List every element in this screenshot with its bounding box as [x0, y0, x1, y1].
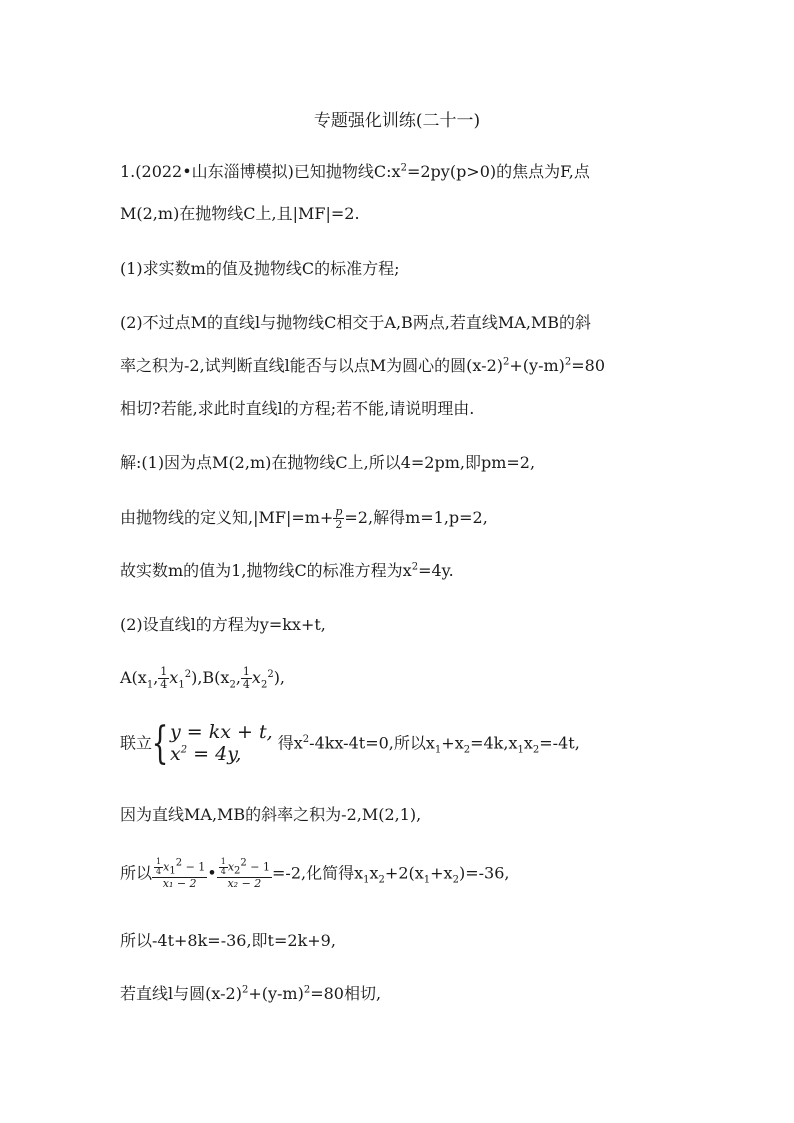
page-title: 专题强化训练(二十一)	[313, 111, 481, 131]
part-2-line-1: (2)不过点M的直线l与抛物线C相交于A,B两点,若直线MA,MB的斜	[120, 313, 592, 332]
solution-line-9: 所以-4t+8k=-36,即t=2k+9,	[120, 931, 336, 950]
part-2-line-3: 相切?若能,求此时直线l的方程;若不能,请说明理由.	[120, 399, 475, 418]
solution-line-5-points: $A(x_1$, $\frac{1}{4}$ $x_1^2),B(x_2$, $\frac{1}{4}$ $x_2^2$),	[120, 665, 286, 692]
fraction-one-fourth: $\frac{1}{4}$	[160, 665, 168, 692]
fraction-p-over-2: $\frac{p}{2}$	[335, 505, 343, 532]
part-2-line-2: 率之积为-2,试判断直线l能否与以点M为圆心的圆$(x-2)^2+(y-m)^2=80$	[120, 356, 606, 375]
fraction-one-fourth: $\frac{1}{4}$	[242, 665, 250, 692]
solution-line-8-slope-product: 所以 $\frac{1}{4}$ $x_1^2 - 1$ x₁ − 2 • $\frac{1}{4}$ $x_2^2 - 1$ x₂ − 2 =-2,化简得$x_1x_2+2(x_1+x_2)=-36$,	[120, 857, 510, 890]
fraction-slope-mb: $\frac{1}{4}$ $x_2^2 - 1$ x₂ − 2	[217, 858, 272, 890]
fraction-slope-ma: $\frac{1}{4}$ $x_1^2 - 1$ x₁ − 2	[152, 858, 207, 890]
solution-line-3: 故实数m的值为1,抛物线C的标准方程为$x^2=4y$.	[120, 561, 454, 580]
question-line-1: 1.(2022•山东淄博模拟)已知抛物线$C:x^2=2py(p>0)$的焦点为F,点	[120, 162, 590, 181]
left-brace: {	[151, 718, 169, 769]
question-line-2: M(2,m)在抛物线C上,且|MF|=2.	[120, 204, 360, 223]
solution-line-2: 由抛物线的定义知,|MF|=m+ $\frac{p}{2}$ =2,解得m=1,p=2,	[120, 505, 488, 532]
equation-system: y = kx + t, $x^2 = 4y$,	[170, 721, 273, 765]
solution-line-1: 解:(1)因为点M(2,m)在抛物线C上,所以4=2pm,即pm=2,	[120, 453, 536, 472]
solution-line-10: 若直线l与圆$(x-2)^2+(y-m)^2=80$相切,	[120, 984, 382, 1003]
solution-line-4: (2)设直线l的方程为y=kx+t,	[120, 615, 326, 634]
part-1: (1)求实数m的值及抛物线C的标准方程;	[120, 259, 400, 278]
solution-line-7: 因为直线MA,MB的斜率之积为-2,M(2,1),	[120, 805, 422, 824]
solution-line-6-system: 联立{ y = kx + t, $x^2 = 4y$, 得$x^2-4kx-4t=0$,所以$x_1+x_2=4k,x_1x_2=-4t$,	[120, 718, 580, 769]
